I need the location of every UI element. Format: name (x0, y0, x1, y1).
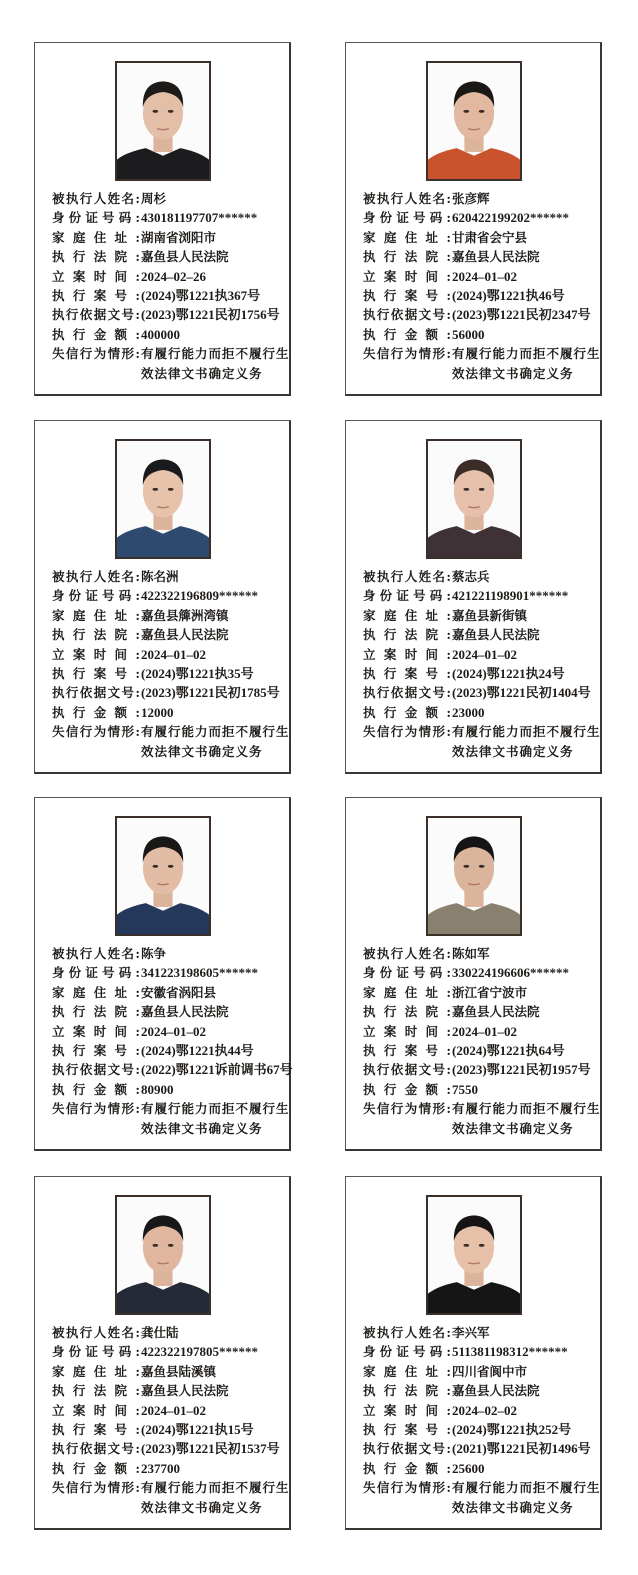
address-label: 家庭住址: (52, 1363, 140, 1379)
debtor-details (52, 944, 292, 1138)
debtor-card-1 (34, 42, 291, 396)
field-amount (52, 703, 292, 722)
debtor-photo (426, 816, 522, 936)
portrait-icon (117, 441, 209, 557)
amount-label: 执行金额: (52, 326, 140, 342)
filed-label: 立案时间: (52, 646, 140, 662)
id-label: 身份证号码: (52, 210, 140, 226)
court-value: 嘉鱼县人民法院 (141, 1004, 229, 1020)
debtor-photo (426, 1195, 522, 1315)
field-behavior (363, 1099, 603, 1138)
amount-value: 23000 (452, 704, 485, 720)
basis-value: (2023)鄂1221民初1957号 (452, 1062, 591, 1078)
amount-label: 执行金额: (52, 704, 140, 720)
filed-value: 2024–02–26 (141, 268, 206, 284)
address-label: 家庭住址: (363, 607, 451, 623)
id-value: 430181197707****** (141, 210, 258, 226)
portrait-icon (117, 818, 209, 934)
debtor-photo (115, 439, 211, 559)
address-label: 家庭住址: (363, 984, 451, 1000)
field-case-no (363, 664, 603, 683)
amount-value: 7550 (452, 1081, 478, 1097)
name-value: 陈争 (141, 946, 167, 961)
behavior-label: 失信行为情形: (52, 346, 140, 362)
amount-label: 执行金额: (363, 1081, 451, 1097)
basis-label: 执行依据文号: (363, 307, 451, 323)
field-name (52, 1323, 292, 1342)
field-filed (52, 267, 292, 286)
field-name (52, 567, 292, 586)
amount-value: 400000 (141, 326, 180, 342)
field-case-no (363, 1420, 603, 1439)
field-filed (52, 645, 292, 664)
field-amount (363, 1080, 603, 1099)
portrait-icon (428, 818, 520, 934)
court-label: 执行法院: (52, 249, 140, 265)
basis-label: 执行依据文号: (52, 1062, 140, 1078)
behavior-label: 失信行为情形: (52, 1480, 140, 1496)
filed-value: 2024–01–02 (141, 646, 206, 662)
debtor-card-4 (345, 420, 602, 774)
debtor-photo (115, 1195, 211, 1315)
field-basis (363, 683, 603, 702)
field-id (363, 1342, 603, 1361)
behavior-label: 失信行为情形: (363, 724, 451, 740)
field-filed (52, 1401, 292, 1420)
address-label: 家庭住址: (363, 1363, 451, 1379)
filed-label: 立案时间: (52, 1402, 140, 1418)
field-amount (52, 1459, 292, 1478)
name-label: 被执行人姓名: (52, 191, 140, 206)
field-case-no (52, 286, 292, 305)
name-label: 被执行人姓名: (363, 569, 451, 584)
basis-value: (2023)鄂1221民初1785号 (141, 685, 280, 701)
behavior-label: 失信行为情形: (52, 1101, 140, 1117)
name-label: 被执行人姓名: (52, 1325, 140, 1340)
field-name (52, 189, 292, 208)
field-address (363, 606, 603, 625)
field-name (363, 1323, 603, 1342)
field-basis (363, 305, 603, 324)
debtor-details (52, 189, 292, 383)
case-no-value: (2024)鄂1221执367号 (141, 287, 261, 303)
behavior-label: 失信行为情形: (363, 346, 451, 362)
basis-value: (2023)鄂1221民初1756号 (141, 307, 280, 323)
court-value: 嘉鱼县人民法院 (452, 1383, 540, 1399)
filed-label: 立案时间: (52, 268, 140, 284)
name-value: 周杉 (141, 191, 167, 206)
id-value: 341223198605****** (141, 965, 258, 981)
name-value: 蔡志兵 (452, 569, 490, 584)
field-filed (363, 645, 603, 664)
court-label: 执行法院: (363, 627, 451, 643)
portrait-icon (428, 1197, 520, 1313)
filed-value: 2024–01–02 (452, 646, 517, 662)
court-value: 嘉鱼县人民法院 (141, 627, 229, 643)
amount-label: 执行金额: (52, 1081, 140, 1097)
field-basis (52, 1439, 292, 1458)
court-label: 执行法院: (363, 1383, 451, 1399)
field-address (52, 606, 292, 625)
case-no-label: 执行案号: (52, 665, 140, 681)
id-label: 身份证号码: (363, 588, 451, 604)
field-basis (52, 305, 292, 324)
amount-value: 80900 (141, 1081, 174, 1097)
behavior-value: 有履行能力而拒不履行生效法律文书确定义务 (141, 346, 290, 381)
field-filed (363, 1401, 603, 1420)
field-amount (52, 1080, 292, 1099)
name-value: 张彦辉 (452, 191, 490, 206)
field-basis (363, 1060, 603, 1079)
field-court (363, 1002, 603, 1021)
field-court (363, 247, 603, 266)
court-label: 执行法院: (52, 627, 140, 643)
case-no-value: (2024)鄂1221执64号 (452, 1042, 565, 1058)
court-value: 嘉鱼县人民法院 (141, 249, 229, 265)
field-basis (52, 1060, 292, 1079)
basis-label: 执行依据文号: (363, 1441, 451, 1457)
field-address (52, 1362, 292, 1381)
filed-label: 立案时间: (363, 1402, 451, 1418)
address-value: 安徽省涡阳县 (141, 984, 217, 1000)
basis-label: 执行依据文号: (363, 685, 451, 701)
case-no-label: 执行案号: (363, 1421, 451, 1437)
debtor-card-3 (34, 420, 291, 774)
field-id (52, 208, 292, 227)
amount-label: 执行金额: (363, 326, 451, 342)
filed-label: 立案时间: (363, 1023, 451, 1039)
filed-value: 2024–01–02 (452, 1023, 517, 1039)
id-label: 身份证号码: (363, 1344, 451, 1360)
field-id (52, 586, 292, 605)
address-label: 家庭住址: (52, 229, 140, 245)
address-label: 家庭住址: (52, 984, 140, 1000)
case-no-label: 执行案号: (363, 665, 451, 681)
behavior-value: 有履行能力而拒不履行生效法律文书确定义务 (452, 346, 601, 381)
amount-label: 执行金额: (52, 1460, 140, 1476)
debtor-card-2 (345, 42, 602, 396)
id-value: 422322196809****** (141, 588, 258, 604)
court-label: 执行法院: (52, 1383, 140, 1399)
case-no-label: 执行案号: (363, 1042, 451, 1058)
basis-value: (2022)鄂1221诉前调书67号 (141, 1062, 293, 1078)
field-behavior (363, 722, 603, 761)
court-value: 嘉鱼县人民法院 (452, 249, 540, 265)
case-no-value: (2024)鄂1221执24号 (452, 665, 565, 681)
basis-label: 执行依据文号: (52, 1441, 140, 1457)
filed-label: 立案时间: (363, 268, 451, 284)
debtor-photo (426, 439, 522, 559)
debtor-card-6 (345, 797, 602, 1151)
field-court (363, 625, 603, 644)
behavior-value: 有履行能力而拒不履行生效法律文书确定义务 (141, 1480, 290, 1515)
field-amount (363, 1459, 603, 1478)
behavior-label: 失信行为情形: (363, 1101, 451, 1117)
field-behavior (52, 722, 292, 761)
field-filed (363, 267, 603, 286)
case-no-label: 执行案号: (52, 1042, 140, 1058)
debtor-details (363, 567, 603, 761)
portrait-icon (117, 1197, 209, 1313)
debtor-card-7 (34, 1176, 291, 1530)
field-id (363, 208, 603, 227)
debtor-details (363, 944, 603, 1138)
name-value: 陈如军 (452, 946, 490, 961)
address-label: 家庭住址: (52, 607, 140, 623)
case-no-value: (2024)鄂1221执15号 (141, 1421, 254, 1437)
field-filed (363, 1022, 603, 1041)
field-court (363, 1381, 603, 1400)
field-behavior (363, 1478, 603, 1517)
basis-value: (2023)鄂1221民初1537号 (141, 1441, 280, 1457)
field-case-no (52, 664, 292, 683)
debtor-details (52, 567, 292, 761)
portrait-icon (428, 63, 520, 179)
field-id (52, 1342, 292, 1361)
address-label: 家庭住址: (363, 229, 451, 245)
field-amount (52, 325, 292, 344)
court-value: 嘉鱼县人民法院 (141, 1383, 229, 1399)
basis-value: (2021)鄂1221民初1496号 (452, 1441, 591, 1457)
field-court (52, 247, 292, 266)
court-label: 执行法院: (52, 1004, 140, 1020)
field-behavior (363, 344, 603, 383)
field-case-no (52, 1420, 292, 1439)
debtor-photo (115, 816, 211, 936)
address-value: 甘肃省会宁县 (452, 229, 528, 245)
field-name (363, 189, 603, 208)
behavior-value: 有履行能力而拒不履行生效法律文书确定义务 (452, 1101, 601, 1136)
field-case-no (363, 286, 603, 305)
address-value: 四川省阆中市 (452, 1363, 528, 1379)
field-case-no (363, 1041, 603, 1060)
field-address (363, 228, 603, 247)
name-value: 陈名洲 (141, 569, 179, 584)
field-basis (52, 683, 292, 702)
name-label: 被执行人姓名: (52, 569, 140, 584)
id-value: 511381198312****** (452, 1344, 568, 1360)
portrait-icon (117, 63, 209, 179)
basis-label: 执行依据文号: (363, 1062, 451, 1078)
case-no-label: 执行案号: (363, 287, 451, 303)
id-label: 身份证号码: (52, 965, 140, 981)
court-label: 执行法院: (363, 1004, 451, 1020)
basis-value: (2023)鄂1221民初1404号 (452, 685, 591, 701)
name-label: 被执行人姓名: (52, 946, 140, 961)
case-no-value: (2024)鄂1221执35号 (141, 665, 254, 681)
debtor-photo (115, 61, 211, 181)
id-label: 身份证号码: (52, 588, 140, 604)
field-court (52, 625, 292, 644)
filed-label: 立案时间: (363, 646, 451, 662)
debtor-photo (426, 61, 522, 181)
field-court (52, 1381, 292, 1400)
field-address (52, 983, 292, 1002)
portrait-icon (428, 441, 520, 557)
field-case-no (52, 1041, 292, 1060)
basis-label: 执行依据文号: (52, 307, 140, 323)
field-amount (363, 325, 603, 344)
id-value: 330224196606****** (452, 965, 569, 981)
id-label: 身份证号码: (52, 1344, 140, 1360)
name-label: 被执行人姓名: (363, 191, 451, 206)
filed-label: 立案时间: (52, 1023, 140, 1039)
field-basis (363, 1439, 603, 1458)
filed-value: 2024–01–02 (141, 1023, 206, 1039)
address-value: 湖南省浏阳市 (141, 229, 217, 245)
name-value: 龚仕陆 (141, 1325, 179, 1340)
case-no-value: (2024)鄂1221执44号 (141, 1042, 254, 1058)
filed-value: 2024–01–02 (452, 268, 517, 284)
address-value: 嘉鱼县陆溪镇 (141, 1363, 217, 1379)
field-id (52, 963, 292, 982)
name-label: 被执行人姓名: (363, 1325, 451, 1340)
field-id (363, 586, 603, 605)
court-value: 嘉鱼县人民法院 (452, 627, 540, 643)
amount-value: 25600 (452, 1460, 485, 1476)
basis-label: 执行依据文号: (52, 685, 140, 701)
case-no-value: (2024)鄂1221执252号 (452, 1421, 572, 1437)
id-label: 身份证号码: (363, 965, 451, 981)
behavior-value: 有履行能力而拒不履行生效法律文书确定义务 (452, 724, 601, 759)
field-id (363, 963, 603, 982)
name-value: 李兴军 (452, 1325, 490, 1340)
field-behavior (52, 344, 292, 383)
behavior-label: 失信行为情形: (52, 724, 140, 740)
id-value: 421221198901****** (452, 588, 569, 604)
behavior-value: 有履行能力而拒不履行生效法律文书确定义务 (141, 724, 290, 759)
basis-value: (2023)鄂1221民初2347号 (452, 307, 591, 323)
debtor-card-5 (34, 797, 291, 1151)
debtor-details (363, 189, 603, 383)
field-address (363, 1362, 603, 1381)
behavior-label: 失信行为情形: (363, 1480, 451, 1496)
id-label: 身份证号码: (363, 210, 451, 226)
name-label: 被执行人姓名: (363, 946, 451, 961)
address-value: 浙江省宁波市 (452, 984, 528, 1000)
amount-value: 12000 (141, 704, 174, 720)
field-name (52, 944, 292, 963)
id-value: 422322197805****** (141, 1344, 258, 1360)
amount-label: 执行金额: (363, 1460, 451, 1476)
field-name (363, 944, 603, 963)
case-no-label: 执行案号: (52, 287, 140, 303)
field-name (363, 567, 603, 586)
debtor-details (363, 1323, 603, 1517)
field-filed (52, 1022, 292, 1041)
filed-value: 2024–01–02 (141, 1402, 206, 1418)
case-no-value: (2024)鄂1221执46号 (452, 287, 565, 303)
filed-value: 2024–02–02 (452, 1402, 517, 1418)
amount-value: 237700 (141, 1460, 180, 1476)
field-behavior (52, 1099, 292, 1138)
debtor-card-8 (345, 1176, 602, 1530)
field-amount (363, 703, 603, 722)
field-address (52, 228, 292, 247)
debtor-details (52, 1323, 292, 1517)
field-court (52, 1002, 292, 1021)
amount-label: 执行金额: (363, 704, 451, 720)
address-value: 嘉鱼县簰洲湾镇 (141, 607, 229, 623)
amount-value: 56000 (452, 326, 485, 342)
behavior-value: 有履行能力而拒不履行生效法律文书确定义务 (452, 1480, 601, 1515)
court-label: 执行法院: (363, 249, 451, 265)
field-behavior (52, 1478, 292, 1517)
court-value: 嘉鱼县人民法院 (452, 1004, 540, 1020)
behavior-value: 有履行能力而拒不履行生效法律文书确定义务 (141, 1101, 290, 1136)
id-value: 620422199202****** (452, 210, 569, 226)
field-address (363, 983, 603, 1002)
address-value: 嘉鱼县新街镇 (452, 607, 528, 623)
case-no-label: 执行案号: (52, 1421, 140, 1437)
